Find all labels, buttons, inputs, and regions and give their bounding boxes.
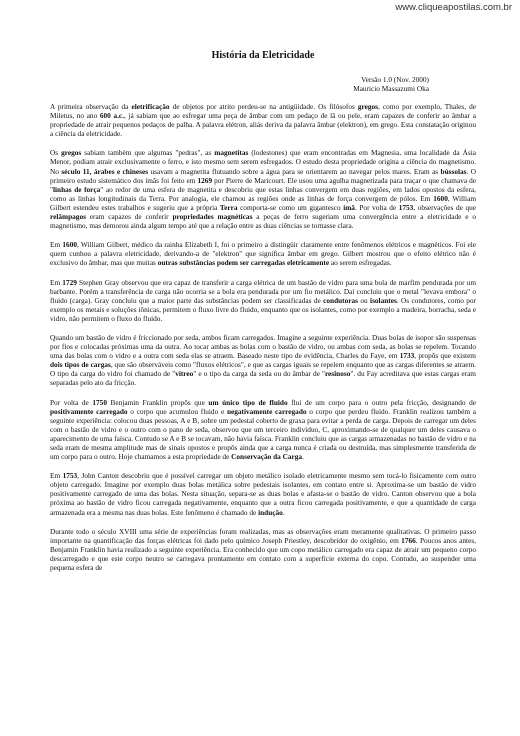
text-run: , que são observáveis como "fluxos elétricos", e que as cargas iguais se repelem enquanto que as cargas diferentes se atraem. O tipo da carga do vidro foi chamado de " (50, 360, 476, 379)
bold-text: 1269 (197, 175, 213, 185)
bold-text: 600 a.c. (99, 111, 124, 121)
bold-text: positivamente carregado (50, 406, 128, 416)
bold-text: 1600 (62, 240, 77, 250)
text-run: . Poucos anos antes, Benjamin Franklin havia realizado a seguinte experiência. Era conhecido que um copo metálico carregado era capaz de atrair um pequeno corpo descarregado e que este corpo neutro se carregava prontamente em contato com a superfície externa do copo. Contudo, ao suspender uma pequena esfera de (50, 535, 476, 573)
bold-text: Conservação da Carga (231, 452, 303, 462)
text-run: . Por volta de (354, 202, 399, 212)
site-url: www.cliqueapostilas.com.br (395, 2, 512, 13)
paragraph-7 (50, 471, 476, 516)
bold-text: vítreo (175, 369, 194, 379)
text-run: eram capazes de conferir (85, 212, 173, 222)
text-run: , propôs que existem (414, 351, 476, 361)
text-run: comporta-se como um gigantesco (237, 202, 344, 212)
paragraph-5 (50, 333, 476, 388)
text-run: usavam a magnetita flutuando sobre a água para se orientarem ao navegar pelos mares. Eram as (148, 166, 441, 176)
document-author: Mauricio Massazumi Oka (353, 84, 429, 93)
bold-text: 1766 (401, 535, 416, 545)
text-run: , já sabiam que ao esfregar uma peça de âmbar com um pedaço de lã ou pele, eram capazes de conferir ao âmbar a propriedade de atrair pequenos pedaços de palha. A palavra elétron, aliás deriva da palavra âmbar (elektron), em grego. Esta constatação originou a ciência da eletricidade. (50, 111, 476, 139)
text-run: a peças de ferro sugeriam uma convergência entre a eletricidade e o magnetismo, mas demorou ainda algum tempo até que a relação entre as duas ciências se tornasse clara. (50, 212, 476, 231)
bold-text: um único tipo de fluido (208, 397, 288, 407)
text-run: , John Canton descobriu que é possível carregar um objeto metálico isolado eletricamente mesmo sem tocá-lo fisicamente com outro objeto carregado. Imagine por exemplo duas bolas metálica sobre pedestais isolantes, em contato entre si. Aproxima-se um bastão de vidro positivamente carregado de uma das bolas. Nesta situação, separa-se as duas bolas e afasta-se o bastão de vidro. Canton observou que a bola próxima ao bastão de vidro ficou carregada negativamente, enquanto que a outra ficou carregada positivamente, e que a quantidade de carga armazenada era a mesma nas duas bolas. Este fenômeno é chamado de (50, 471, 476, 517)
bold-text: outras substâncias podem ser carregadas eletricamente (157, 258, 330, 268)
text-run: Benjamin Franklin propôs que (106, 397, 209, 407)
text-run: Durante todo o século XVIII uma série de experiências foram realizadas, mas as observações eram meramente qualitativas. O primeiro passo importante na quantificação das forças elétricas foi dado pelo químico Joseph Priestley, descobridor do oxigênio, em (50, 526, 476, 545)
paragraph-2 (50, 148, 476, 230)
text-run: Em (50, 240, 63, 250)
document-page (50, 50, 476, 582)
document-title: História da Eletricidade (211, 50, 315, 61)
text-run: , observações de que (413, 202, 476, 212)
text-run: o corpo que perdeu fluido. Franklin realizou também a seguinte experiência: colocou duas pessoas, A e B, sobre um pedestal coberto de graxa para evitar a perda de carga. Depois de carregar um deles com o bastão de vidro e o outro com o pano de seda, observou que um terceiro indivíduo, C, aproximando-se de qualquer um deles causava o aparecimento de uma faísca. Contudo se A e B se tocavam, não havia faísca. Franklin concluiu que as cargas armazenadas no bastão de vidro e na seda eram de mesma amplitude mas de sinais opostos e propôs ainda que a carga nunca é criada ou destruída, mas simplesmente transferida de um corpo para o outro. Hoje chamamos a esta propriedade de (50, 406, 476, 462)
bold-text: século 11, árabes e chineses (61, 166, 149, 176)
bold-text: gregos (357, 102, 379, 111)
bold-text: 1753 (62, 471, 78, 481)
bold-text: resinoso (324, 369, 351, 379)
bold-text: relâmpagos (50, 212, 86, 222)
bold-text: 1729 (62, 277, 77, 287)
bold-text: ímã (343, 202, 355, 212)
text-run: por Pierre de Maricourt. Ele usou uma agulha magnetizada para traçar o que chamava de " (50, 175, 476, 194)
bold-text: dois tipos de cargas (50, 360, 111, 370)
bold-text: 1753 (398, 202, 414, 212)
text-run: Por volta de (50, 397, 93, 407)
text-run: flui de um corpo para o outro pela fricção, designando de (287, 397, 477, 407)
bold-text: gregos (61, 148, 82, 158)
paragraph-6 (50, 398, 476, 462)
text-run: Os (50, 148, 62, 158)
text-run: sabiam também que algumas "pedras", as (81, 148, 215, 158)
text-run: ou (358, 295, 371, 305)
text-run: ao serem esfregadas. (329, 258, 392, 268)
text-run: , William Gilbert estendeu estes trabalhos e sugeriu que a própria (50, 193, 476, 212)
text-run: . Os condutores, como por exemplo os metais e soluções iônicas, permitem o fluxo livre do fluido, enquanto que os isolantes, como por exemplo a madeira, borracha, seda e vidro, não permitem o fluxo do fluido. (50, 295, 476, 323)
text-run: Em (50, 471, 63, 481)
bold-text: magnetitas (214, 148, 249, 158)
text-run: . (282, 507, 285, 517)
bold-text: 1750 (92, 397, 107, 407)
bold-text: propriedades magnéticas (172, 212, 253, 222)
text-run: Stephen Gray observou que era capaz de transferir a carga elétrica de um bastão de vidro para uma bola de marfim pendurada por um barbante. Porém a transferência de carga não ocorria se a bola era pendurada por um fio metálico. Daí concluiu que o metal "levava embora" o fluido (carga). Gray concluiu que a maior parte das substâncias podem ser classificadas de (50, 277, 477, 305)
bold-text: isolantes (370, 295, 397, 305)
paragraph-4 (50, 278, 476, 323)
text-run: de objetos por atrito perdeu-se na antigüidade. Os filósofos (169, 102, 358, 111)
text-run: . (302, 452, 304, 462)
text-run: o corpo que acumulou fluido e (127, 406, 227, 416)
text-run: ". du Fay acreditava que estas cargas eram separadas pelo ato da fricção. (50, 369, 476, 388)
bold-text: indução (258, 507, 283, 517)
text-run: " e o tipo da carga da seda ou do âmbar de " (193, 369, 325, 379)
document-version: Versão 1.0 (Nov. 2000) (361, 75, 429, 84)
text-run: Quando um bastão de vidro é friccionado por seda, ambos ficam carregados. Imagine a seguinte experiência. Duas bolas de isopor são suspensas por fios e colocadas próximas uma da outra. Ao tocar ambas as bolas com o bastão de vidro, ou ambas com seda, as bolas se repelem. Tocando uma das bolas com o vidro e a outra com seda elas se atraem. Baseado neste tipo de evidência, Charles du Faye, em (50, 332, 476, 361)
text-run: " ao redor de uma esfera de magnetita e descobriu que estas linhas convergem em duas regiões, em lados opostos da esfera, como as linhas longitudinais da Terra. Por analogia, ele chamou as regiões onde as linhas de força convergem de pólos. Em (50, 184, 476, 203)
bold-text: linhas de força (52, 184, 101, 194)
text-run: . O primeiro estudo sistemático dos ímãs foi feito em (50, 166, 476, 185)
paragraph-8 (50, 527, 476, 572)
text-run: (lodestones) que eram encontradas em Magnesia, uma localidade da Ásia Menor, podiam atrair exclusivamente o ferro, e isto mesmo sem serem esfregados. O estudo desta propriedade origina a ciência do magnetismo. No (50, 148, 476, 176)
document-meta (50, 75, 429, 93)
text-run: , William Gilbert, médico da rainha Elizabeth I, foi o primeiro a distingüir claramente entre fenômenos elétricos e magnéticos. Foi ele quem cunhou a palavra eletricidade, derivando-a de "elektron" que significa âmbar em grego. Gilbert mostrou que o efeito elétrico não é exclusivo do âmbar, mas que muitas (50, 240, 476, 268)
bold-text: negativamente carregado (226, 406, 307, 416)
text-run: Em (50, 277, 63, 287)
text-run: A primeira observação da (50, 102, 132, 111)
bold-text: 1733 (399, 351, 415, 361)
bold-text: eletrificação (131, 102, 170, 111)
bold-text: Terra (219, 202, 238, 212)
text-run: , como por exemplo, Thales, de Miletus, no ano (50, 102, 476, 121)
paragraph-1 (50, 102, 476, 138)
paragraph-3 (50, 240, 476, 267)
bold-text: condutoras (323, 295, 358, 305)
bold-text: bússolas (440, 166, 467, 176)
bold-text: 1600 (433, 193, 448, 203)
